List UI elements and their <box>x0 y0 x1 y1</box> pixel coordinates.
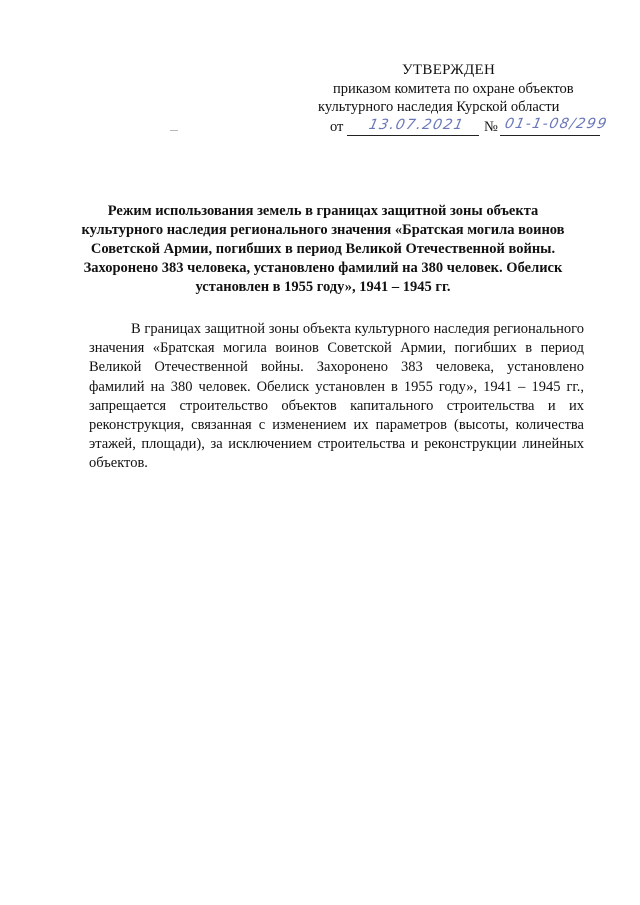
document-heading: Режим использования земель в границах защитной зоны объекта культурного наследия регионального значения «Братская могила воинов Советской Армии, погибших в период Великой Отечественной войны. Захоронено 383 человека, установлено фамилий на 380 человек. Обелиск установлен в 1955 году», 1941 – 1945 гг. <box>81 203 565 295</box>
handwritten-order-number: 01-1-08/299 <box>503 116 610 132</box>
document-body-paragraph: В границах защитной зоны объекта культурного наследия регионального значения «Братская могила воинов Советской Армии, погибших в период Великой Отечественной войны. Захоронено 383 человека, установлено фамилий на 380 человек. Обелиск установлен в 1955 году», 1941 – 1945 гг., запрещается строительство объектов капитального строительства и их реконструкция, связанная с изменением их параметров (высоты, количества этажей, площади), за исключением строительства и реконструкции линейных объектов. <box>89 321 584 472</box>
handwritten-date: 13.07.2021 <box>367 117 466 133</box>
approval-committee-line: культурного наследия Курской области <box>318 99 560 115</box>
number-underline <box>500 135 600 136</box>
approval-title: УТВЕРЖДЕН <box>402 62 496 78</box>
approval-order-line: приказом комитета по охране объектов <box>333 81 574 97</box>
scan-mark <box>170 130 178 135</box>
order-date-number-row <box>330 116 620 138</box>
number-label: № <box>484 119 498 135</box>
approval-block <box>0 0 640 150</box>
date-label: от <box>330 119 344 135</box>
date-underline <box>347 135 479 136</box>
